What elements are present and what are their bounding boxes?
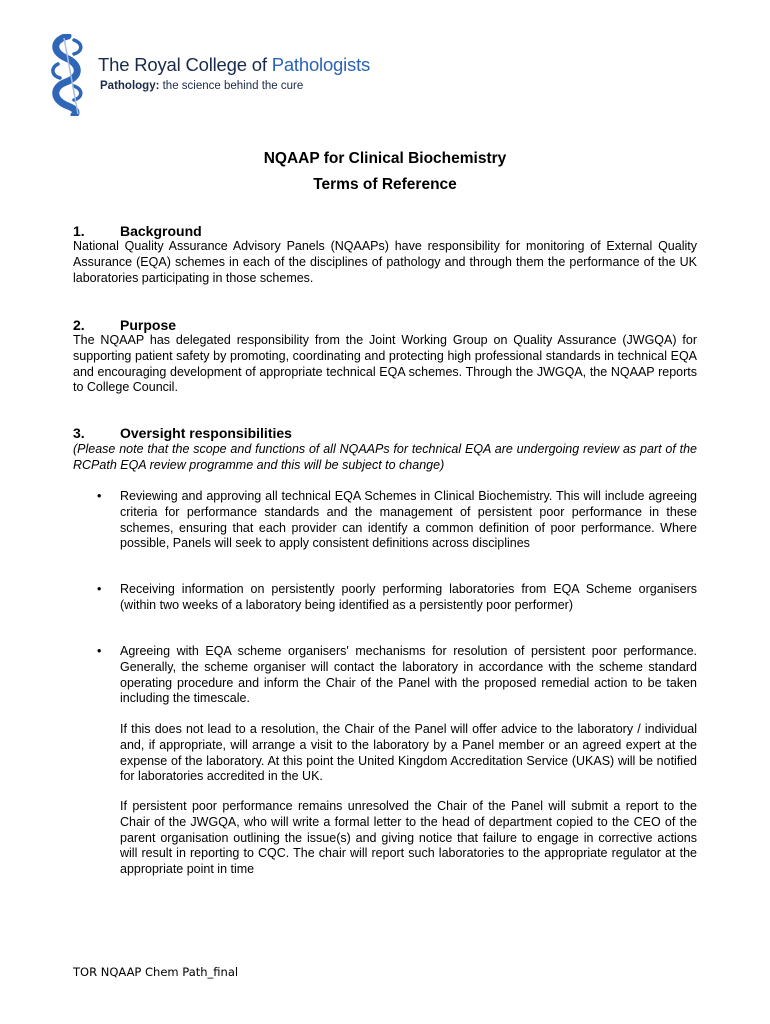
bullet-marker: • xyxy=(97,644,102,658)
bullet-marker: • xyxy=(97,582,102,596)
document-subtitle: Terms of Reference xyxy=(313,176,457,193)
section-heading-background: 1. Background xyxy=(73,223,202,239)
section-text-purpose: The NQAAP has delegated responsibility from the Joint Working Group on Quality Assurance (JWGQA) for supporting patient safety by promoting, coordinating and protecting high professional standards in technical EQA and encouraging development of appropriate technical EQA schemes. Through the JWGQA, the NQAAP reports to College Council. xyxy=(73,333,697,395)
section-heading-purpose: 2. Purpose xyxy=(73,317,177,333)
document-title: NQAAP for Clinical Biochemistry xyxy=(263,150,507,167)
college-logo xyxy=(44,34,371,116)
section-note-oversight: (Please note that the scope and functions of all NQAAPs for technical EQA are undergoing review as part of the RCPath EQA review programme and this will be subject to change) xyxy=(73,442,697,472)
sub-paragraph: If this does not lead to a resolution, the Chair of the Panel will offer advice to the laboratory / individual and, if appropriate, will arrange a visit to the laboratory by a Panel member or an agreed expert at the expense of the laboratory. At this point the United Kingdom Accreditation Service (UKAS) will be notified for laboratories accredited in the UK. xyxy=(120,722,697,784)
bullet-item: Agreeing with EQA scheme organisers' mechanisms for resolution of persistent poor performance. Generally, the scheme organiser will contact the laboratory in accordance with the scheme standard operating procedure and inform the Chair of the Panel with the proposed remedial action to be taken including the timescale. xyxy=(120,644,697,706)
sub-paragraph: If persistent poor performance remains unresolved the Chair of the Panel will submit a report to the Chair of the JWGQA, who will write a formal letter to the head of department copied to the CEO of the parent organisation outlining the issue(s) and giving notice that failure to engage in corrective actions will result in reporting to CQC. The chair will report such laboratories to the appropriate regulator at the appropriate point in time xyxy=(120,799,697,877)
college-tagline: Pathology: the science behind the cure xyxy=(100,80,304,92)
bullet-item: Reviewing and approving all technical EQA Schemes in Clinical Biochemistry. This will include agreeing criteria for performance standards and the management of persistent poor performance in these schemes, ensuring that each provider can identify a common definition of poor performance. Where possible, Panels will seek to apply consistent definitions across disciplines xyxy=(120,489,697,551)
section-text-background: National Quality Assurance Advisory Panels (NQAAPs) have responsibility for monitoring of External Quality Assurance (EQA) schemes in each of the disciplines of pathology and through them the performance of the UK laboratories participating in those schemes. xyxy=(73,239,697,285)
serpent-staff-icon xyxy=(44,34,94,116)
bullet-marker: • xyxy=(97,489,102,503)
college-name: The Royal College of Pathologists xyxy=(98,54,371,75)
bullet-item: Receiving information on persistently poorly performing laboratories from EQA Scheme organisers (within two weeks of a laboratory being identified as a persistently poor performer) xyxy=(120,582,697,612)
section-heading-oversight: 3. Oversight responsibilities xyxy=(73,425,292,441)
page-footer: TOR NQAAP Chem Path_final xyxy=(73,965,239,979)
